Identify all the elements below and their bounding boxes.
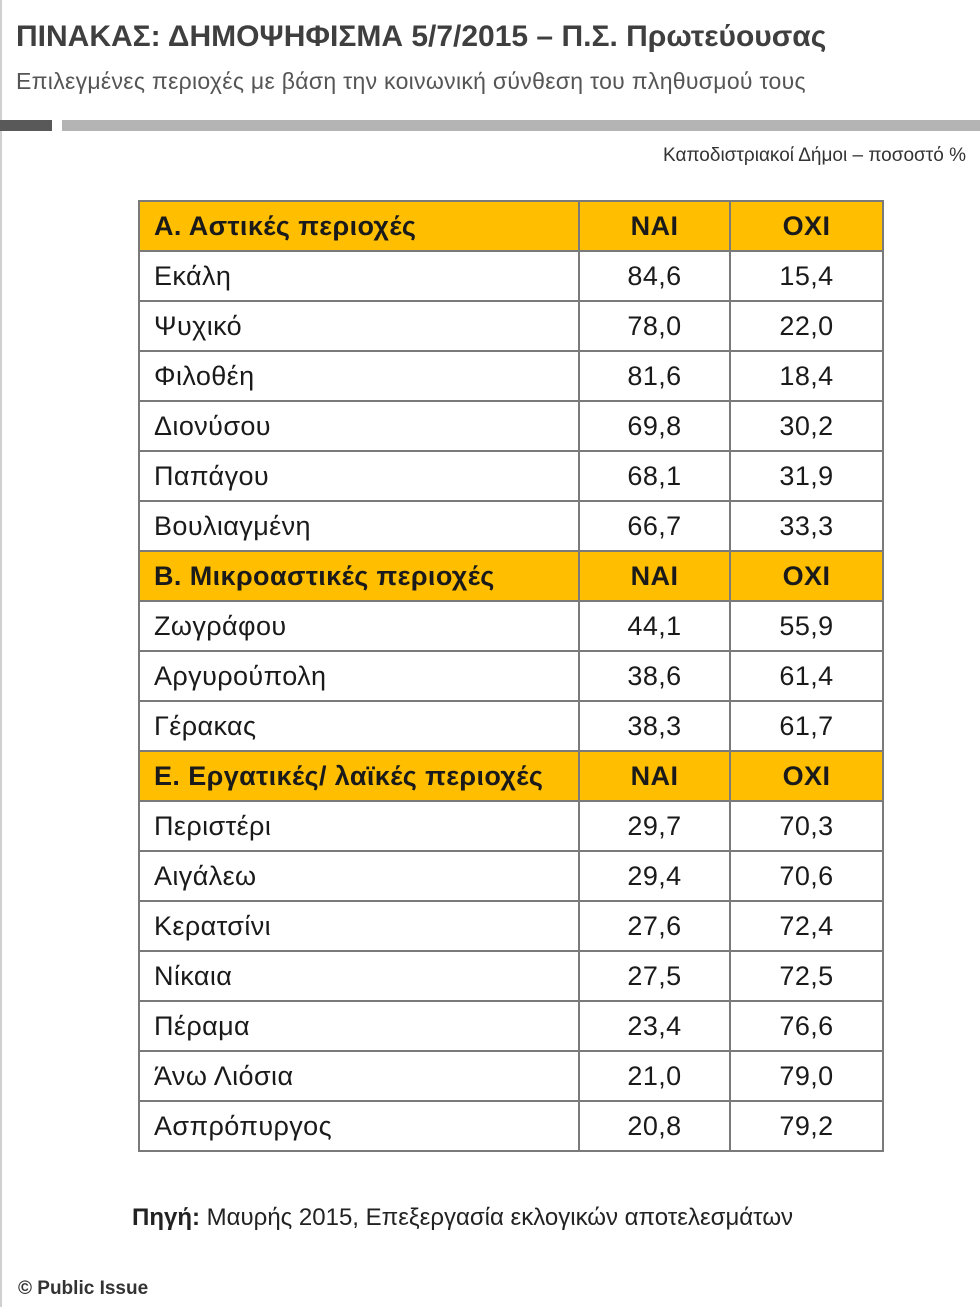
no-percent: 79,0: [730, 1051, 883, 1101]
source-label: Πηγή:: [132, 1204, 200, 1231]
no-percent: 70,6: [730, 851, 883, 901]
area-name: Παπάγου: [139, 451, 579, 501]
yes-percent: 66,7: [579, 501, 730, 551]
no-percent: 31,9: [730, 451, 883, 501]
copyright: © Public Issue: [18, 1278, 149, 1299]
yes-percent: 23,4: [579, 1001, 730, 1051]
no-percent: 30,2: [730, 401, 883, 451]
decor-bar-dark: [0, 120, 52, 131]
table-row: [139, 601, 883, 651]
table-row: [139, 501, 883, 551]
yes-column-header: ΝΑΙ: [579, 551, 730, 601]
no-percent: 70,3: [730, 801, 883, 851]
table-row: [139, 801, 883, 851]
table-row: [139, 401, 883, 451]
results-table: [138, 200, 884, 1152]
area-name: Αργυρούπολη: [139, 651, 579, 701]
area-name: Περιστέρι: [139, 801, 579, 851]
no-percent: 79,2: [730, 1101, 883, 1151]
no-percent: 55,9: [730, 601, 883, 651]
table-row: [139, 451, 883, 501]
table-row: [139, 701, 883, 751]
page-title: ΠΙΝΑΚΑΣ: ΔΗΜΟΨΗΦΙΣΜΑ 5/7/2015 – Π.Σ. Πρωτεύουσας: [16, 20, 827, 53]
area-name: Εκάλη: [139, 251, 579, 301]
source-note: [132, 1204, 793, 1232]
decor-bar-light: [62, 120, 980, 131]
table-row: [139, 1051, 883, 1101]
page-subtitle: Επιλεγμένες περιοχές με βάση την κοινωνική σύνθεση του πληθυσμού τους: [16, 68, 806, 94]
table-row: [139, 851, 883, 901]
no-column-header: ΟΧΙ: [730, 551, 883, 601]
unit-note: Καποδιστριακοί Δήμοι – ποσοστό %: [663, 145, 966, 166]
area-name: Ψυχικό: [139, 301, 579, 351]
area-name: Αιγάλεω: [139, 851, 579, 901]
yes-percent: 27,6: [579, 901, 730, 951]
table-row: [139, 351, 883, 401]
yes-percent: 29,7: [579, 801, 730, 851]
table-row: [139, 251, 883, 301]
no-percent: 76,6: [730, 1001, 883, 1051]
area-name: Κερατσίνι: [139, 901, 579, 951]
yes-percent: 29,4: [579, 851, 730, 901]
frame-border: [0, 0, 2, 1307]
section-header-row: [139, 551, 883, 601]
area-name: Φιλοθέη: [139, 351, 579, 401]
yes-percent: 44,1: [579, 601, 730, 651]
section-title: Ε. Εργατικές/ λαϊκές περιοχές: [139, 751, 579, 801]
section-title: Β. Μικροαστικές περιοχές: [139, 551, 579, 601]
no-percent: 33,3: [730, 501, 883, 551]
yes-percent: 38,6: [579, 651, 730, 701]
yes-percent: 21,0: [579, 1051, 730, 1101]
area-name: Άνω Λιόσια: [139, 1051, 579, 1101]
results-table-body: [139, 201, 883, 1151]
no-percent: 15,4: [730, 251, 883, 301]
no-percent: 61,7: [730, 701, 883, 751]
table-row: [139, 301, 883, 351]
yes-percent: 69,8: [579, 401, 730, 451]
no-column-header: ΟΧΙ: [730, 201, 883, 251]
table-row: [139, 951, 883, 1001]
section-header-row: [139, 201, 883, 251]
yes-percent: 27,5: [579, 951, 730, 1001]
area-name: Νίκαια: [139, 951, 579, 1001]
table-row: [139, 1101, 883, 1151]
no-percent: 18,4: [730, 351, 883, 401]
table-row: [139, 1001, 883, 1051]
yes-percent: 81,6: [579, 351, 730, 401]
yes-column-header: ΝΑΙ: [579, 201, 730, 251]
yes-percent: 84,6: [579, 251, 730, 301]
no-percent: 61,4: [730, 651, 883, 701]
yes-percent: 38,3: [579, 701, 730, 751]
no-percent: 72,4: [730, 901, 883, 951]
yes-percent: 68,1: [579, 451, 730, 501]
yes-column-header: ΝΑΙ: [579, 751, 730, 801]
no-column-header: ΟΧΙ: [730, 751, 883, 801]
area-name: Πέραμα: [139, 1001, 579, 1051]
table-row: [139, 901, 883, 951]
area-name: Βουλιαγμένη: [139, 501, 579, 551]
area-name: Διονύσου: [139, 401, 579, 451]
area-name: Ζωγράφου: [139, 601, 579, 651]
yes-percent: 78,0: [579, 301, 730, 351]
source-text: Μαυρής 2015, Επεξεργασία εκλογικών αποτελεσμάτων: [200, 1204, 794, 1231]
section-title: Α. Αστικές περιοχές: [139, 201, 579, 251]
no-percent: 22,0: [730, 301, 883, 351]
yes-percent: 20,8: [579, 1101, 730, 1151]
area-name: Γέρακας: [139, 701, 579, 751]
area-name: Ασπρόπυργος: [139, 1101, 579, 1151]
no-percent: 72,5: [730, 951, 883, 1001]
section-header-row: [139, 751, 883, 801]
table-row: [139, 651, 883, 701]
